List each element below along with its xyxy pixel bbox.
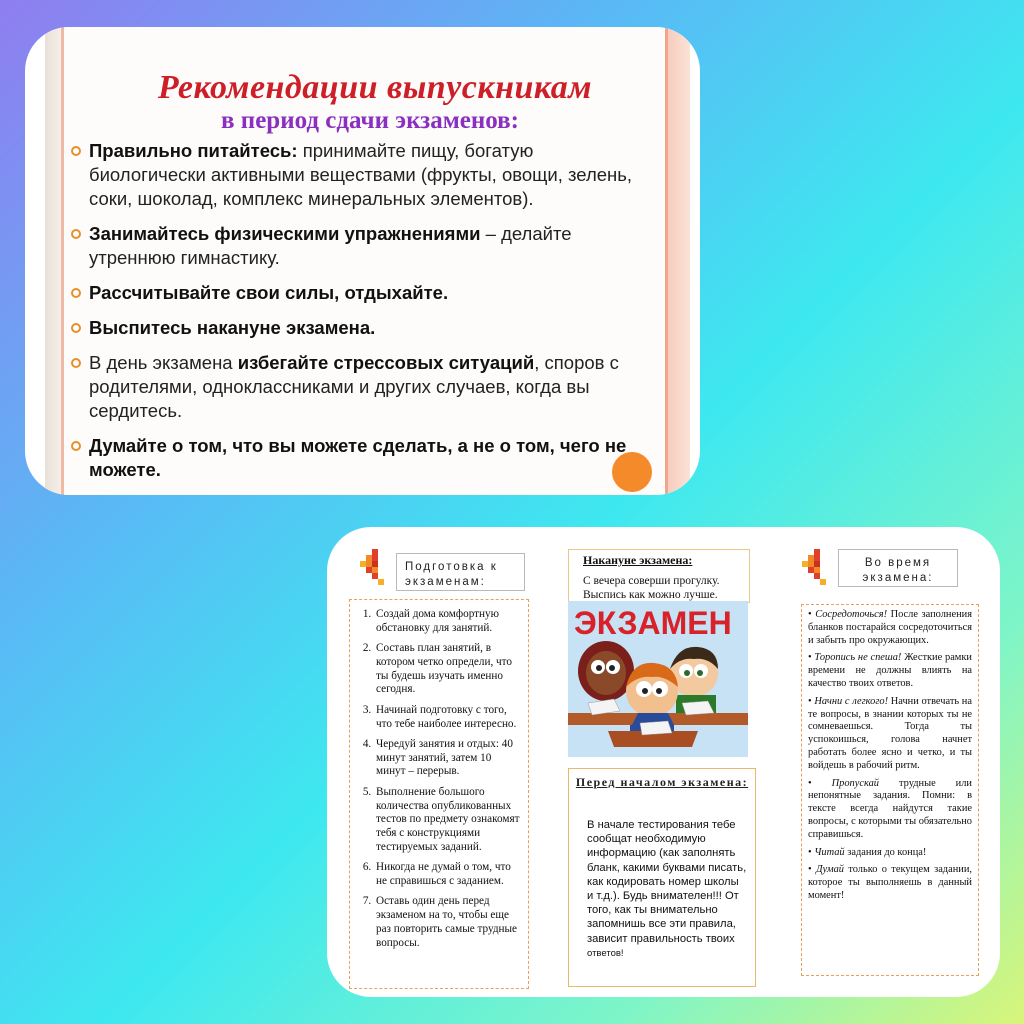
list-item: • Читай задания до конца! [808, 847, 972, 860]
slide-title: Рекомендации выпускникам [157, 69, 593, 106]
students-cartoon-icon [568, 601, 748, 757]
list-item: • Торопись не спеша! Жесткие рамки времени не должны влиять на качество твоих ответов. [808, 652, 972, 690]
list-item: • Думай только о текущем задании, которое ты выполняешь в данный момент! [808, 864, 972, 902]
recommendations-list [73, 139, 653, 493]
list-item: Выспитесь накануне экзамена. [73, 316, 653, 340]
pered-heading: Перед началом экзамена: [575, 775, 749, 789]
recommendations-slide [25, 27, 700, 495]
pered-box [568, 768, 756, 987]
col3-heading: Во время экзамена: [838, 549, 958, 587]
list-item: 1. Создай дома комфортную обстановку для занятий. [374, 608, 522, 636]
nakanune-text: С вечера соверши прогулку. Выспись как можно лучше. [583, 575, 720, 601]
slide-right-rail [665, 27, 690, 495]
pered-text: В начале тестирования тебе сообщат необходимую информацию (как заполнять бланк, какими буквами писать, как кодировать номер школы и т.д.). Будь внимателен!!! От того, как ты внимательно запомнишь все эти правила, зависит правильность твоих ответов! [587, 819, 747, 959]
illustration-word: ЭКЗАМЕН [574, 605, 732, 641]
list-item: • Сосредоточься! После заполнения бланков постарайся сосредоточиться и забыть про окружающих. [808, 609, 972, 647]
list-item: 3. Начинай подготовку с того, что тебе наиболее интересно. [374, 704, 522, 732]
nakanune-box [568, 549, 750, 603]
list-item: 2. Составь план занятий, в котором четко определи, что ты будешь изучать именно сегодня. [374, 642, 522, 697]
list-item: В день экзамена избегайте стрессовых ситуаций, споров с родителями, одноклассниками и других случаев, когда вы сердитесь. [73, 351, 653, 423]
orange-circle-decoration [612, 452, 652, 492]
exam-illustration [568, 601, 748, 757]
list-item: Правильно питайтесь: принимайте пищу, богатую биологически активными веществами (фрукты, овощи, зелень, соки, шоколад, комплекс минеральных элементов). [73, 139, 653, 211]
list-item: Занимайтесь физическими упражнениями – делайте утреннюю гимнастику. [73, 222, 653, 270]
list-item: Рассчитывайте свои силы, отдыхайте. [73, 281, 653, 305]
exam-brochure [327, 527, 1000, 997]
col1-heading: Подготовка к экзаменам: [396, 553, 525, 591]
nakanune-heading: Накануне экзамена: [583, 553, 693, 567]
list-item: 7. Оставь один день перед экзаменом на то, чтобы еще раз повторить самые трудные вопросы. [374, 895, 522, 950]
list-item: 5. Выполнение большого количества опубликованных тестов по предмету ознакомят тебя с конструкциями тестируемых заданий. [374, 786, 522, 855]
list-item: 6. Никогда не думай о том, что не справишься с заданием. [374, 861, 522, 889]
preparation-list-box [349, 599, 529, 989]
during-exam-list [802, 605, 978, 903]
list-item: Думайте о том, что вы можете сделать, а не о том, чего не можете. [73, 434, 653, 482]
during-exam-box [801, 604, 979, 976]
list-item: 4. Чередуй занятия и отдых: 40 минут занятий, затем 10 минут – перерыв. [374, 738, 522, 779]
slide-left-rail [45, 27, 64, 495]
preparation-list [350, 600, 528, 951]
list-item: • Пропускай трудные или непонятные задания. Помни: в тексте всегда найдутся такие вопросы, с которыми ты обязательно справишься. [808, 778, 972, 842]
list-item: • Начни с легкого! Начни отвечать на те вопросы, в знании которых ты не сомневаешься. Тогда ты успокоишься, голова начнет работать более ясно и четко, и ты войдешь в рабочий ритм. [808, 696, 972, 773]
slide-subtitle: в период сдачи экзаменов: [221, 107, 519, 134]
